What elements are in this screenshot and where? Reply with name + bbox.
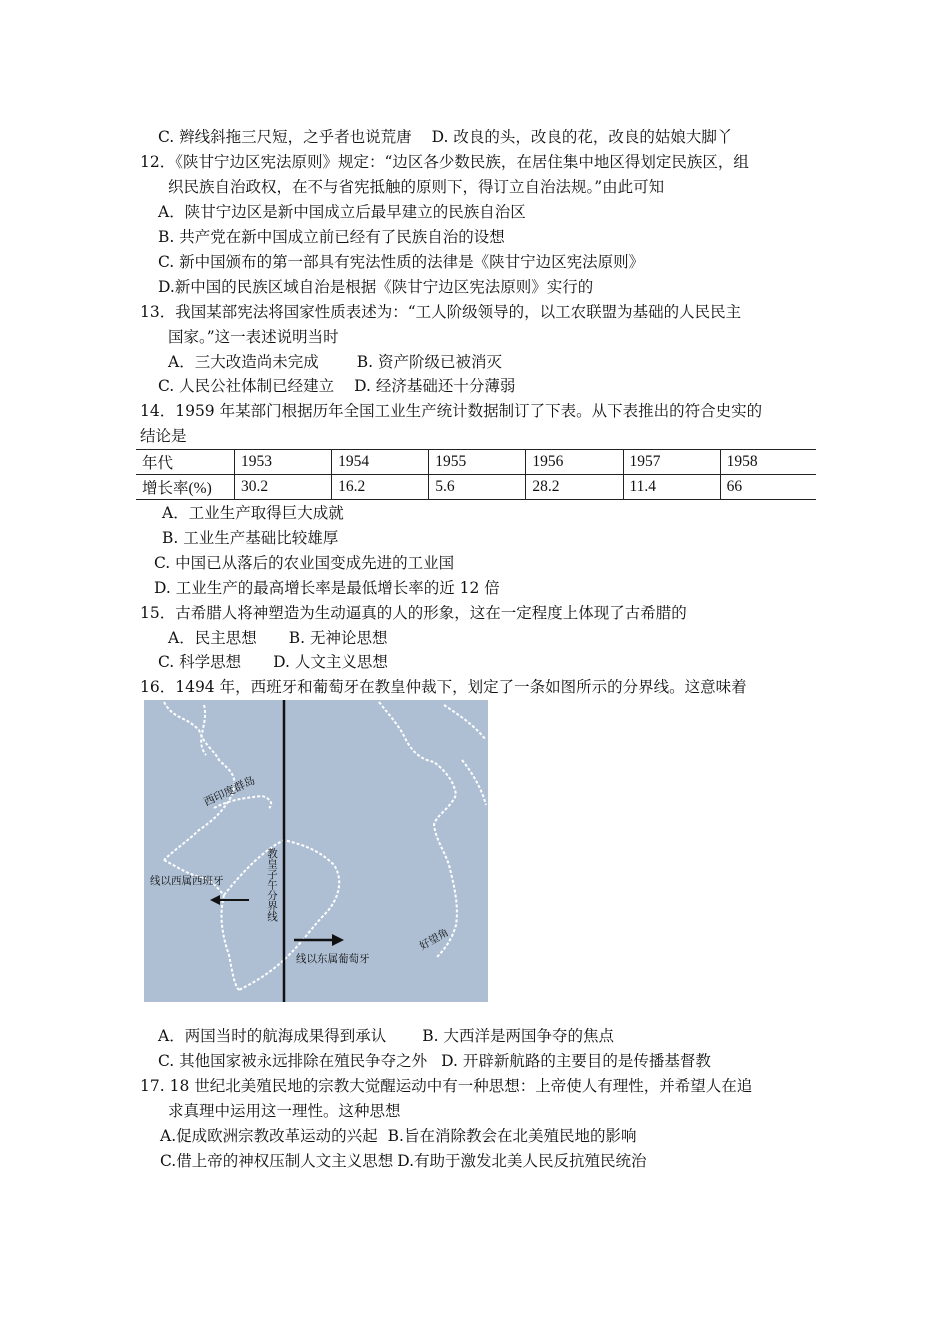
q14-option-d: D. 工业生产的最高增长率是最低增长率的近 12 倍	[154, 579, 500, 597]
table-cell: 1956	[526, 450, 623, 475]
q13-options-ab	[168, 352, 502, 372]
q14-stem-line1: 14．1959 年某部门根据历年全国工业生产统计数据制订了下表。从下表推出的符合史实的	[140, 402, 763, 420]
label-west-indies: 西印度群岛	[201, 773, 258, 809]
growth-rate-table	[136, 449, 816, 500]
q15-options-cd	[158, 652, 388, 672]
q17-option-a: A.促成欧洲宗教改革运动的兴起	[160, 1127, 378, 1145]
q16-option-b: B. 大西洋是两国争夺的焦点	[422, 1027, 614, 1045]
q13-option-b: B. 资产阶级已被消灭	[356, 353, 502, 371]
q14-option-c: C. 中国已从落后的农业国变成先进的工业国	[154, 554, 455, 572]
table-cell: 11.4	[623, 475, 720, 500]
q15-stem: 15．古希腊人将神塑造为生动逼真的人的形象，这在一定程度上体现了古希腊的	[140, 604, 687, 622]
q11-options-cd	[158, 127, 732, 147]
label-demarcation-line: 教皇子午分界线	[266, 848, 278, 922]
table-cell: 30.2	[235, 475, 332, 500]
q12-option-d: D.新中国的民族区域自治是根据《陕甘宁边区宪法原则》实行的	[158, 278, 594, 296]
q15-options-ab	[168, 628, 387, 648]
q13-stem-line1: 13．我国某部宪法将国家性质表述为：“工人阶级领导的，以工农联盟为基础的人民民主	[140, 303, 742, 321]
q17-option-c: C.借上帝的神权压制人文主义思想	[160, 1152, 394, 1170]
q12-option-c: C. 新中国颁布的第一部具有宪法性质的法律是《陕甘宁边区宪法原则》	[158, 253, 645, 271]
q12-stem-line1: 12．《陕甘宁边区宪法原则》规定：“边区各少数民族，在居住集中地区得划定民族区，组	[140, 153, 749, 171]
q16-option-c: C. 其他国家被永远排除在殖民争夺之外	[158, 1052, 428, 1070]
q12-option-b: B. 共产党在新中国成立前已经有了民族自治的设想	[158, 228, 505, 246]
label-cape-of-good-hope: 好望角	[417, 926, 451, 953]
table-cell: 增长率(%)	[136, 475, 235, 500]
table-cell: 1953	[235, 450, 332, 475]
q13-stem-line2: 国家。”这一表述说明当时	[168, 328, 339, 346]
table-cell: 28.2	[526, 475, 623, 500]
q16-options-ab	[158, 1026, 614, 1046]
q16-option-d: D. 开辟新航路的主要目的是传播基督教	[441, 1052, 711, 1070]
table-cell: 1955	[429, 450, 526, 475]
q13-option-a: A．三大改造尚未完成	[168, 353, 319, 371]
q11-option-d: D. 改良的头，改良的花，改良的姑娘大脚丫	[431, 128, 733, 146]
table-cell: 1957	[623, 450, 720, 475]
q11-option-c: C. 辫线斜拖三尺短，之乎者也说荒唐	[158, 128, 412, 146]
q15-option-a: A．民主思想	[168, 629, 257, 647]
q15-option-b: B. 无神论思想	[288, 629, 388, 647]
table-cell: 年代	[136, 450, 235, 475]
q16-options-cd	[158, 1051, 711, 1071]
q16-stem: 16．1494 年，西班牙和葡萄牙在教皇仲裁下，划定了一条如图所示的分界线。这意味着	[140, 678, 747, 696]
table-header-row	[136, 450, 816, 475]
table-cell: 66	[720, 475, 816, 500]
label-east-portugal: 线以东属葡萄牙	[296, 953, 370, 965]
label-west-spain: 线以西属西班牙	[150, 875, 224, 887]
q17-option-b: B.旨在消除教会在北美殖民地的影响	[387, 1127, 637, 1145]
table-cell: 5.6	[429, 475, 526, 500]
q17-stem-line2: 求真理中运用这一理性。这种思想	[168, 1102, 401, 1120]
q12-stem-line2: 织民族自治政权，在不与省宪抵触的原则下，得订立自治法规。”由此可知	[168, 178, 665, 196]
q13-options-cd	[158, 376, 515, 396]
q17-options-ab	[160, 1126, 636, 1146]
q17-option-d: D.有助于激发北美人民反抗殖民统治	[397, 1152, 647, 1170]
q17-stem-line1: 17. 18 世纪北美殖民地的宗教大觉醒运动中有一种思想：上帝使人有理性，并希望人在追	[140, 1077, 753, 1095]
demarcation-line-map	[144, 700, 488, 1002]
q13-option-c: C. 人民公社体制已经建立	[158, 377, 335, 395]
q14-option-a: A．工业生产取得巨大成就	[162, 504, 344, 522]
table-cell: 16.2	[332, 475, 429, 500]
table-cell: 1958	[720, 450, 816, 475]
q15-option-c: C. 科学思想	[158, 653, 242, 671]
q14-option-b: B. 工业生产基础比较雄厚	[162, 529, 339, 547]
q17-options-cd	[160, 1151, 647, 1171]
q15-option-d: D. 人文主义思想	[273, 653, 388, 671]
q14-stem-line2: 结论是	[140, 427, 187, 445]
table-row	[136, 475, 816, 500]
q12-option-a: A．陕甘宁边区是新中国成立后最早建立的民族自治区	[158, 203, 526, 221]
q13-option-d: D. 经济基础还十分薄弱	[354, 377, 516, 395]
table-cell: 1954	[332, 450, 429, 475]
q16-option-a: A．两国当时的航海成果得到承认	[158, 1027, 387, 1045]
